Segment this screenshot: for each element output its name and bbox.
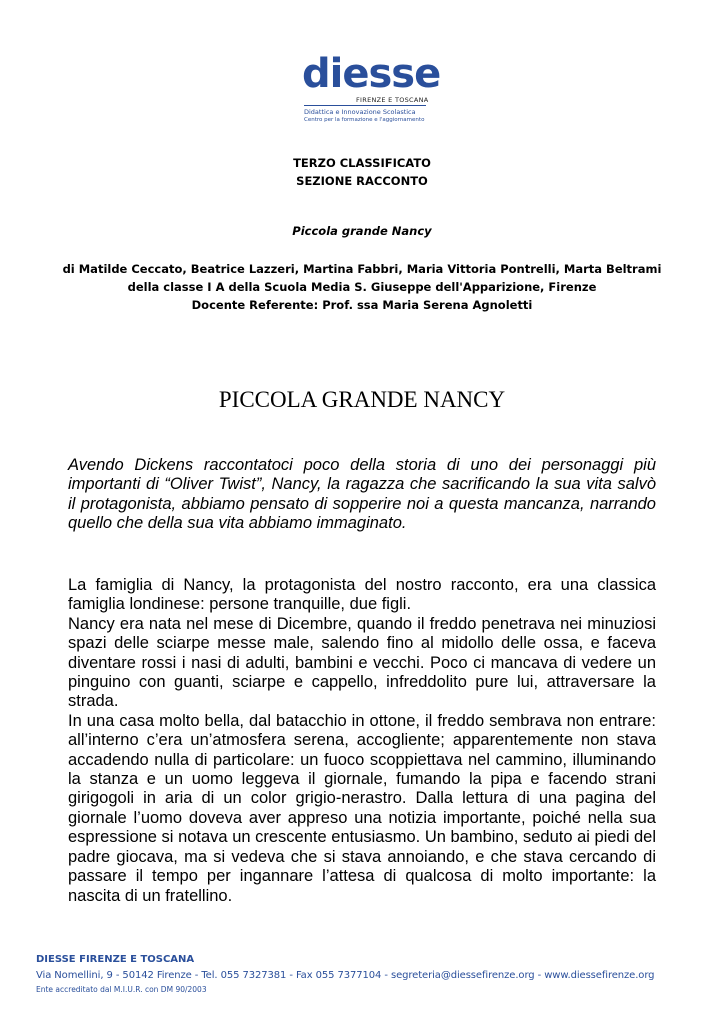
intro-text: Avendo Dickens raccontatoci poco della storia di uno dei personaggi più importanti di “Oliver Twist”, Nancy, la ragazza che sacrificando la sua vita salvò il protagonista, abbiamo pensato di sopperire noi a questa mancanza, narrando quello che della sua vita abbiamo immaginato.: [68, 456, 656, 533]
footer-accreditation: Ente accreditato dal M.I.U.R. con DM 90/2003: [36, 985, 207, 994]
rank-heading: TERZO CLASSIFICATO: [293, 156, 431, 170]
footer-org: DIESSE FIRENZE E TOSCANA: [36, 954, 195, 965]
logo-wordmark: diesse: [302, 51, 441, 97]
intro-paragraph: [68, 456, 656, 534]
page-footer: [36, 952, 654, 996]
page-title: PICCOLA GRANDE NANCY: [218, 387, 506, 412]
logo-tagline: Didattica e Innovazione Scolastica: [304, 108, 416, 116]
story-body: [68, 576, 656, 906]
paragraph-3: In una casa molto bella, dal batacchio in ottone, il freddo sembrava non entrare: all’interno c’era un’atmosfera serena, accogliente; apparentemente non stava accadendo nulla di particolare: un fuoco scoppiettava nel cammino, illuminando la stanza e un uomo leggeva il giornale, fumando la pipa e facendo strani girigogoli in aria di un color grigio-nerastro. Dalla lettura di una pagina del giornale l’uomo doveva aver appreso una notizia importante, poiché nella sua espressione si notava un crescente entusiasmo. Un bambino, seduto ai piedi del padre giocava, ma si vedeva che si stava annoiando, e che stava cercando di passare il tempo per ingannare l’attesa di qualcosa di molto importante: la nascita di un fratellino.: [68, 711, 656, 905]
section-heading: SEZIONE RACCONTO: [296, 174, 428, 188]
teacher-line: Docente Referente: Prof. ssa Maria Serena Agnoletti: [191, 298, 533, 312]
paragraph-2: Nancy era nata nel mese di Dicembre, quando il freddo penetrava nei minuziosi spazi delle sciarpe messe male, salendo fino al midollo delle ossa, e faceva diventare rossi i nasi di adulti, bambini e vecchi. Poco ci mancava di vedere un pinguino con guanti, sciarpe e cappello, infreddolito pure lui, attraversare la strada.: [68, 614, 656, 711]
story-title: Piccola grande Nancy: [292, 224, 432, 238]
logo-subtagline: Centro per la formazione e l'aggiornamento: [304, 117, 425, 123]
paragraph-1: La famiglia di Nancy, la protagonista del nostro racconto, era una classica famiglia londinese: persone tranquille, due figli.: [68, 576, 656, 614]
logo-region: FIRENZE E TOSCANA: [356, 96, 429, 104]
logo-divider: [304, 105, 426, 106]
footer-contacts: Via Nomellini, 9 - 50142 Firenze - Tel. 055 7327381 - Fax 055 7377104 - segreteria@diessefirenze.org - www.diessefirenze.org: [36, 970, 655, 981]
class-line: della classe I A della Scuola Media S. Giuseppe dell'Apparizione, Firenze: [127, 280, 597, 294]
diesse-logo: [300, 51, 441, 128]
authors-line: di Matilde Ceccato, Beatrice Lazzeri, Martina Fabbri, Maria Vittoria Pontrelli, Marta Beltrami: [62, 262, 662, 276]
